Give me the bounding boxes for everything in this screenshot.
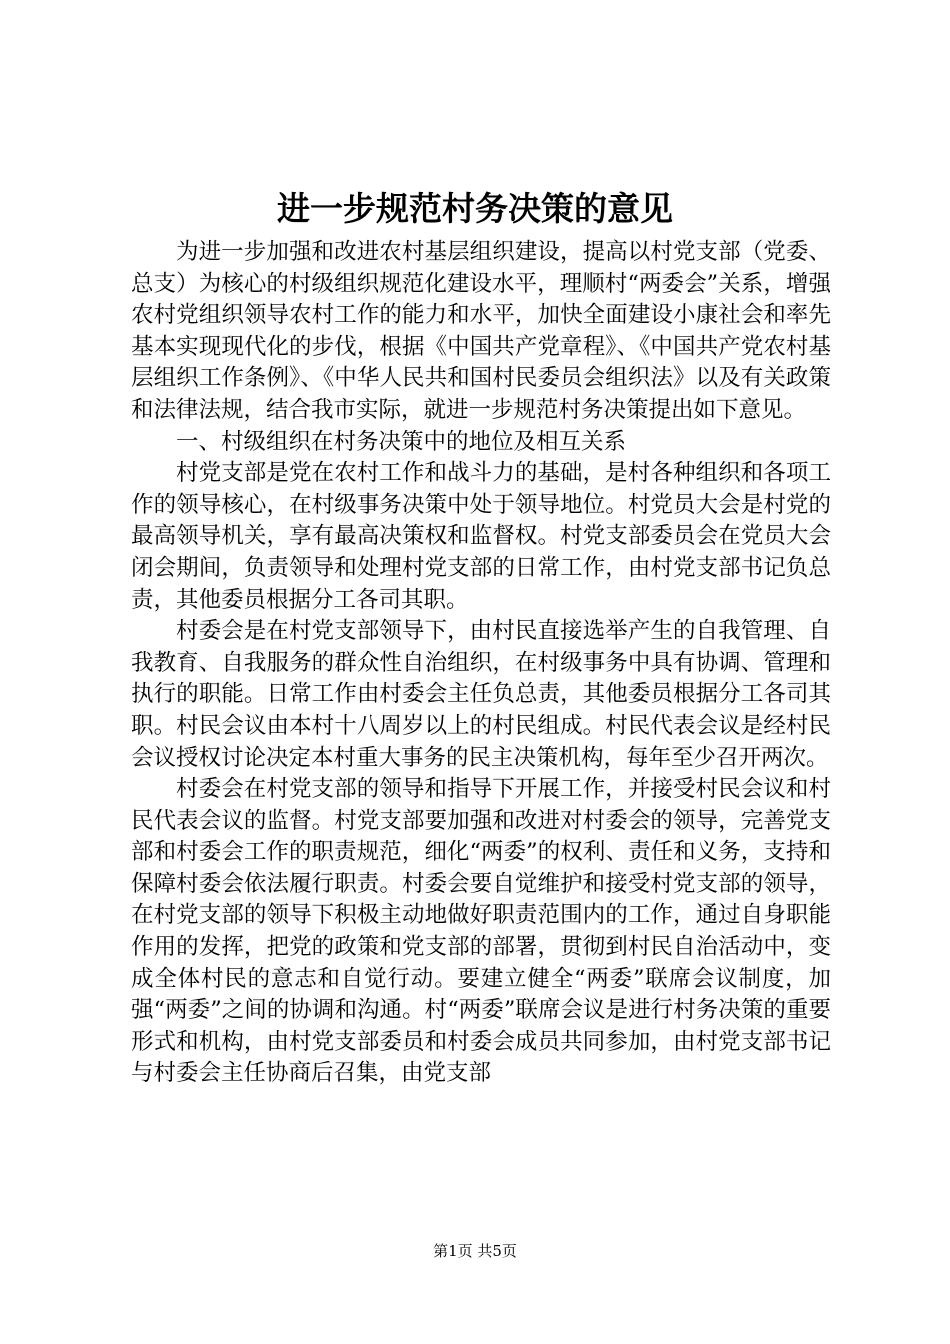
section-heading-1: 一、村级组织在村务决策中的地位及相互关系 <box>176 428 627 455</box>
paragraph-village-committee: 村委会是在村党支部领导下，由村民直接选举产生的自我管理、自我教育、自我服务的群众性自治组织，在村级事务中具有协调、管理和执行的职能。日常工作由村委会主任负总责，其他委员根据分工各司其职。村民会议由本村十八周岁以上的村民组成。村民代表会议是经村民会议授权讨论决定本村重大事务的民主决策机构，每年至少召开两次。 <box>131 618 831 771</box>
page-number-footer: 第1页 共5页 <box>433 1242 517 1260</box>
paragraph-party-branch: 村党支部是党在农村工作和战斗力的基础，是村各种组织和各项工作的领导核心，在村级事务决策中处于领导地位。村党员大会是村党的最高领导机关，享有最高决策权和监督权。村党支部委员会在党员大会闭会期间，负责领导和处理村党支部的日常工作，由村党支部书记负总责，其他委员根据分工各司其职。 <box>131 460 831 613</box>
paragraph-relations: 村委会在村党支部的领导和指导下开展工作，并接受村民会议和村民代表会议的监督。村党支部要加强和改进对村委会的领导，完善党支部和村委会工作的职责规范，细化“两委”的权利、责任和义务，支持和保障村委会依法履行职责。村委会要自觉维护和接受村党支部的领导，在村党支部的领导下积极主动地做好职责范围内的工作，通过自身职能作用的发挥，把党的政策和党支部的部署，贯彻到村民自治活动中，变成全体村民的意志和自觉行动。要建立健全“两委”联席会议制度，加强“两委”之间的协调和沟通。村“两委”联席会议是进行村务决策的重要形式和机构，由村党支部委员和村委会成员共同参加，由村党支部书记与村委会主任协商后召集，由党支部 <box>131 776 831 1087</box>
document-body <box>131 237 831 1090</box>
paragraph-intro: 为进一步加强和改进农村基层组织建设，提高以村党支部（党委、总支）为核心的村级组织规范化建设水平，理顺村“两委会”关系，增强农村党组织领导农村工作的能力和水平，加快全面建设小康社会和率先基本实现现代化的步伐，根据《中国共产党章程》、《中国共产党农村基层组织工作条例》、《中华人民共和国村民委员会组织法》以及有关政策和法律法规，结合我市实际，就进一步规范村务决策提出如下意见。 <box>131 239 831 423</box>
document-title: 进一步规范村务决策的意见 <box>277 189 673 228</box>
